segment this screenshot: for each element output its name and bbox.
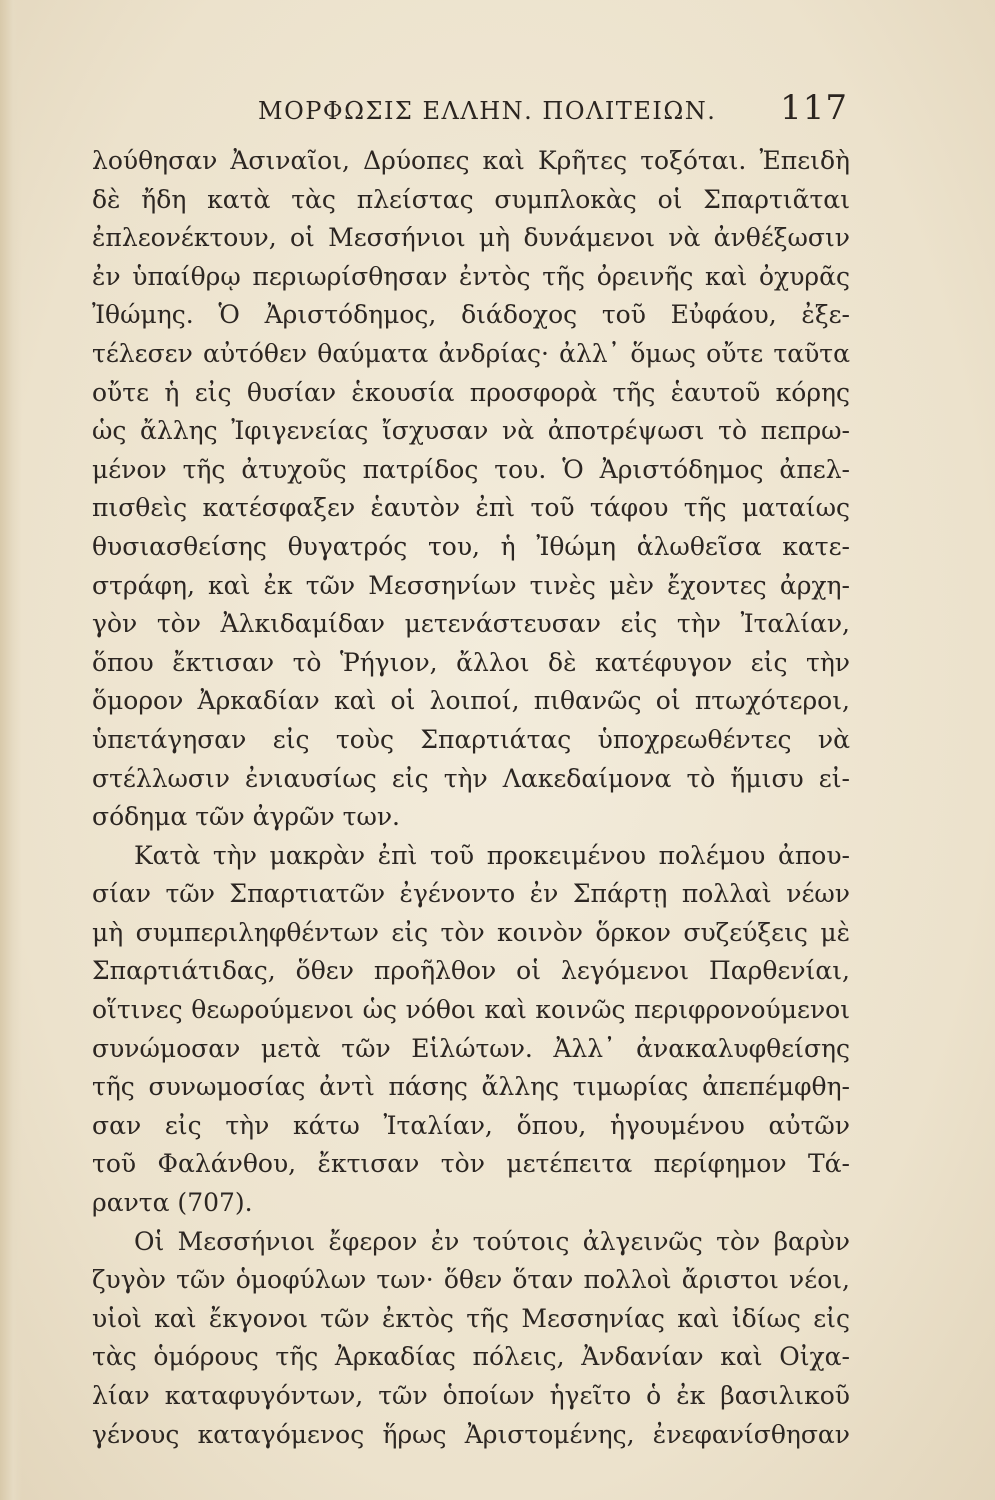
text-line: τέλεσεν αὐτόθεν θαύματα ἀνδρίας· ἀλλ᾽ ὅμως οὔτε ταῦτα	[92, 338, 850, 368]
page-gutter-shadow	[0, 0, 22, 1500]
text-line: θυσιασθείσης θυγατρός του, ἡ Ἰθώμη ἁλωθεῖσα κατε-	[92, 531, 850, 561]
text-line: λούθησαν Ἀσιναῖοι, Δρύοπες καὶ Κρῆτες τοξόται. Ἐπειδὴ	[92, 146, 850, 175]
text-line: στέλλωσιν ἐνιαυσίως εἰς τὴν Λακεδαίμονα τὸ ἥμισυ εἰ-	[92, 763, 850, 793]
text-line: ὅμορον Ἀρκαδίαν καὶ οἱ λοιποί, πιθανῶς οἱ πτωχότεροι,	[92, 686, 850, 716]
text-line: πισθεὶς κατέσφαξεν ἑαυτὸν ἐπὶ τοῦ τάφου τῆς ματαίως	[92, 493, 850, 523]
text-line: Σπαρτιάτιδας, ὅθεν προῆλθον οἱ λεγόμενοι Παρθενίαι,	[92, 956, 850, 986]
text-line: ἐπλεονέκτουν, οἱ Μεσσήνιοι μὴ δυνάμενοι νὰ ἀνθέξωσιν	[92, 223, 850, 253]
text-line: ὅπου ἔκτισαν τὸ Ῥήγιον, ἄλλοι δὲ κατέφυγον εἰς τὴν	[92, 647, 850, 677]
text-line: οὔτε ἡ εἰς θυσίαν ἑκουσία προσφορὰ τῆς ἑαυτοῦ κόρης	[92, 377, 850, 407]
text-line: Ἰθώμης. Ὁ Ἀριστόδημος, διάδοχος τοῦ Εὐφάου, ἐξε-	[92, 300, 850, 330]
page-header	[258, 88, 848, 128]
page-number: 117	[780, 88, 848, 128]
text-line: μένον τῆς ἀτυχοῦς πατρίδος του. Ὁ Ἀριστόδημος ἀπελ-	[92, 454, 850, 484]
text-line: οἵτινες θεωρούμενοι ὡς νόθοι καὶ κοινῶς περιφρονούμενοι	[92, 995, 850, 1025]
body-text	[92, 142, 850, 1454]
text-line: Κατὰ τὴν μακρὰν ἐπὶ τοῦ προκειμένου πολέμου ἀπου-	[134, 840, 850, 870]
text-line: υἱοὶ καὶ ἔκγονοι τῶν ἐκτὸς τῆς Μεσσηνίας καὶ ἰδίως εἰς	[92, 1303, 850, 1333]
text-line: ὑπετάγησαν εἰς τοὺς Σπαρτιάτας ὑποχρεωθέντες νὰ	[92, 724, 850, 754]
text-line: τῆς συνωμοσίας ἀντὶ πάσης ἄλλης τιμωρίας ἀπεπέμφθη-	[92, 1072, 850, 1102]
text-line: σόδημα τῶν ἀγρῶν των.	[92, 802, 400, 832]
text-line: ὡς ἄλλης Ἰφιγενείας ἴσχυσαν νὰ ἀποτρέψωσι τὸ πεπρω-	[92, 416, 850, 446]
text-line: γένους καταγόμενος ἥρως Ἀριστομένης, ἐνεφανίσθησαν	[92, 1419, 850, 1449]
text-line: ραντα (707).	[92, 1188, 253, 1218]
text-line: δὲ ἤδη κατὰ τὰς πλείστας συμπλοκὰς οἱ Σπαρτιᾶται	[92, 184, 850, 214]
text-line: σίαν τῶν Σπαρτιατῶν ἐγένοντο ἐν Σπάρτῃ πολλαὶ νέων	[92, 879, 850, 909]
running-title: ΜΟΡΦΩΣΙΣ ΕΛΛΗΝ. ΠΟΛΙΤΕΙΩΝ.	[258, 97, 717, 125]
text-line: γὸν τὸν Ἀλκιδαμίδαν μετενάστευσαν εἰς τὴν Ἰταλίαν,	[92, 609, 850, 639]
text-line: σαν εἰς τὴν κάτω Ἰταλίαν, ὅπου, ἡγουμένου αὐτῶν	[92, 1110, 850, 1140]
text-line: ζυγὸν τῶν ὁμοφύλων των· ὅθεν ὅταν πολλοὶ ἄριστοι νέοι,	[92, 1265, 850, 1295]
text-line: ἐν ὑπαίθρῳ περιωρίσθησαν ἐντὸς τῆς ὀρεινῆς καὶ ὀχυρᾶς	[92, 261, 850, 291]
text-line: μὴ συμπεριληφθέντων εἰς τὸν κοινὸν ὅρκον συζεύξεις μὲ	[92, 917, 850, 947]
text-line: τὰς ὁμόρους τῆς Ἀρκαδίας πόλεις, Ἀνδανίαν καὶ Οἰχα-	[92, 1342, 850, 1372]
text-line: συνώμοσαν μετὰ τῶν Εἱλώτων. Ἀλλ᾽ ἀνακαλυφθείσης	[92, 1033, 850, 1063]
text-line: στράφη, καὶ ἐκ τῶν Μεσσηνίων τινὲς μὲν ἔχοντες ἀρχη-	[92, 570, 850, 600]
text-line: τοῦ Φαλάνθου, ἔκτισαν τὸν μετέπειτα περίφημον Τά-	[92, 1149, 850, 1179]
text-line: Οἱ Μεσσήνιοι ἔφερον ἐν τούτοις ἀλγεινῶς τὸν βαρὺν	[134, 1226, 850, 1256]
text-line: λίαν καταφυγόντων, τῶν ὁποίων ἡγεῖτο ὁ ἐκ βασιλικοῦ	[92, 1381, 850, 1410]
